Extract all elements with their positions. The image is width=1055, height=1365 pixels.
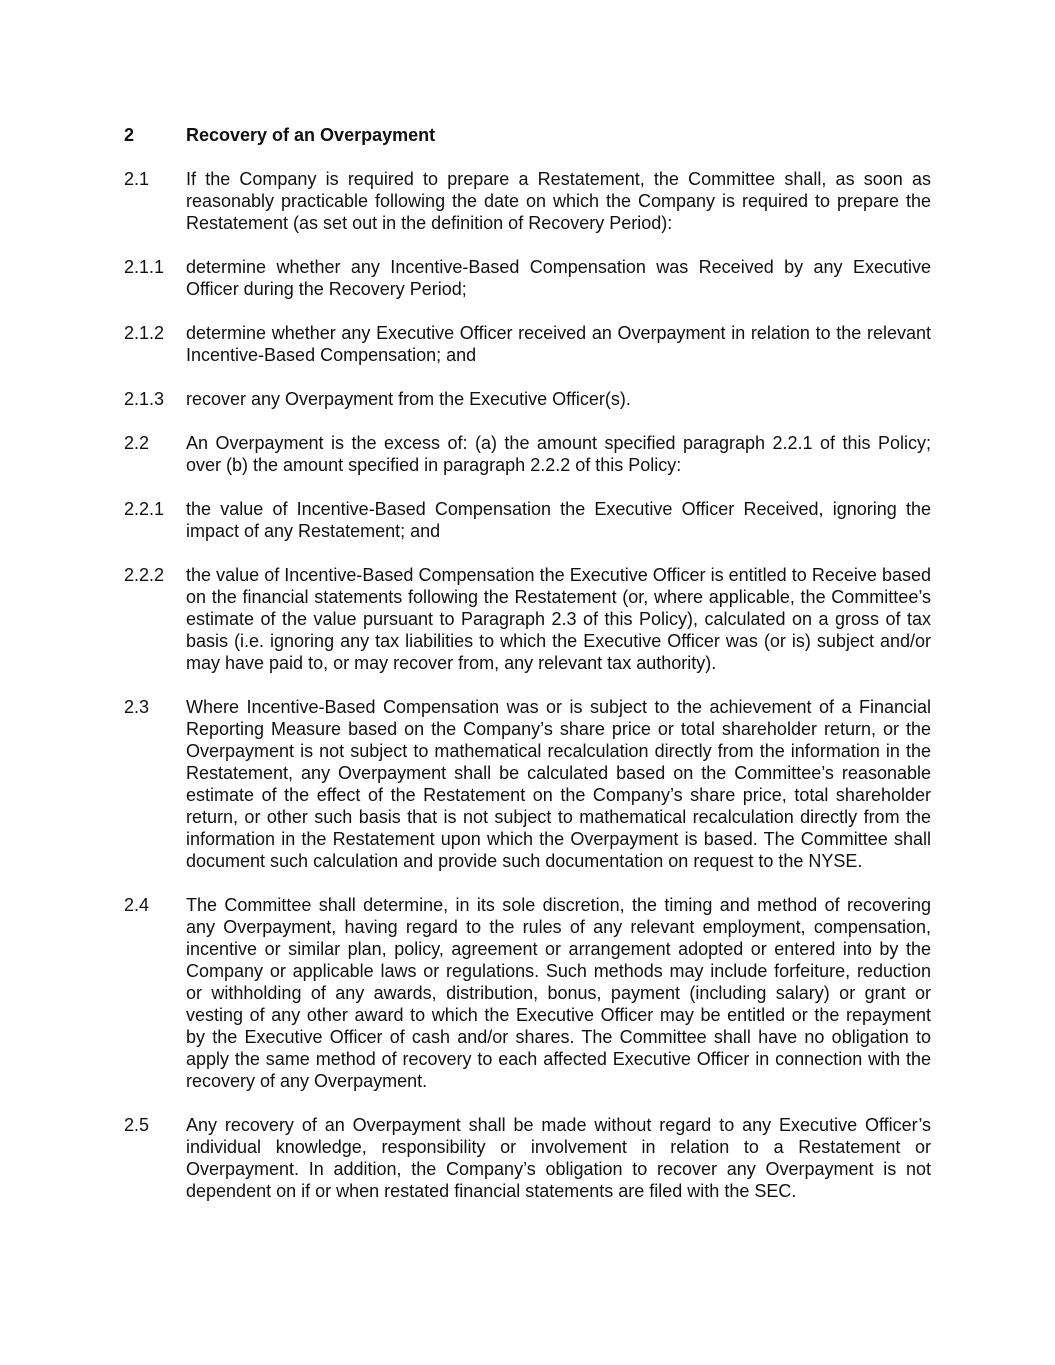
paragraph-number: 2.3 xyxy=(124,697,150,717)
paragraph-2-1-2 xyxy=(124,322,931,366)
paragraph-number: 2.1 xyxy=(124,169,150,189)
paragraph-number: 2.2.2 xyxy=(124,565,165,585)
paragraph-2-3 xyxy=(124,696,931,872)
paragraph-2-1 xyxy=(124,168,931,234)
paragraph-2-2-1 xyxy=(124,498,931,542)
paragraph-number: 2.1.2 xyxy=(124,323,165,343)
paragraph-text: recover any Overpayment from the Executive Officer(s). xyxy=(186,389,631,409)
paragraph-number: 2.4 xyxy=(124,895,150,915)
paragraph-text: An Overpayment is the excess of: (a) the amount specified paragraph 2.2.1 of this Policy; over (b) the amount specified in paragraph 2.2.2 of this Policy: xyxy=(186,433,931,475)
paragraph-number: 2.2 xyxy=(124,433,150,453)
paragraph-2-2 xyxy=(124,432,931,476)
section-heading xyxy=(124,124,931,146)
paragraph-2-1-3 xyxy=(124,388,931,410)
paragraph-text: determine whether any Incentive-Based Compensation was Received by any Executive Officer during the Recovery Period; xyxy=(186,257,931,299)
paragraph-text: The Committee shall determine, in its sole discretion, the timing and method of recovering any Overpayment, having regard to the rules of any relevant employment, compensation, incentive or similar plan, policy, agreement or arrangement adopted or entered into by the Company or applicable laws or regulations. Such methods may include forfeiture, reduction or withholding of any awards, distribution, bonus, payment (including salary) or grant or vesting of any other award to which the Executive Officer may be entitled or the repayment by the Executive Officer of cash and/or shares. The Committee shall have no obligation to apply the same method of recovery to each affected Executive Officer in connection with the recovery of any Overpayment. xyxy=(186,895,931,1091)
paragraph-number: 2.2.1 xyxy=(124,499,165,519)
paragraph-text: determine whether any Executive Officer received an Overpayment in relation to the relevant Incentive-Based Compensation; and xyxy=(186,323,931,365)
paragraph-text: Any recovery of an Overpayment shall be made without regard to any Executive Officer’s individual knowledge, responsibility or involvement in relation to a Restatement or Overpayment. In addition, the Company’s obligation to recover any Overpayment is not dependent on if or when restated financial statements are filed with the SEC. xyxy=(186,1115,931,1201)
paragraph-text: the value of Incentive-Based Compensation the Executive Officer is entitled to Receive based on the financial statements following the Restatement (or, where applicable, the Committee’s estimate of the value pursuant to Paragraph 2.3 of this Policy), calculated on a gross of tax basis (i.e. ignoring any tax liabilities to which the Executive Officer was (or is) subject and/or may have paid to, or may recover from, any relevant tax authority). xyxy=(186,565,931,673)
paragraph-2-5 xyxy=(124,1114,931,1202)
paragraph-2-2-2 xyxy=(124,564,931,674)
paragraph-text: Where Incentive-Based Compensation was or is subject to the achievement of a Financial Reporting Measure based on the Company’s share price or total shareholder return, or the Overpayment is not subject to mathematical recalculation directly from the information in the Restatement, any Overpayment shall be calculated based on the Committee’s reasonable estimate of the effect of the Restatement on the Company’s share price, total shareholder return, or other such basis that is not subject to mathematical recalculation directly from the information in the Restatement upon which the Overpayment is based. The Committee shall document such calculation and provide such documentation on request to the NYSE. xyxy=(186,697,931,871)
paragraph-2-1-1 xyxy=(124,256,931,300)
paragraph-text: If the Company is required to prepare a Restatement, the Committee shall, as soon as reasonably practicable following the date on which the Company is required to prepare the Restatement (as set out in the definition of Recovery Period): xyxy=(186,169,931,233)
paragraph-number: 2.1.3 xyxy=(124,389,165,409)
paragraph-number: 2.5 xyxy=(124,1115,150,1135)
paragraph-number: 2.1.1 xyxy=(124,257,165,277)
paragraph-text: the value of Incentive-Based Compensation the Executive Officer Received, ignoring the impact of any Restatement; and xyxy=(186,499,931,541)
section-title: Recovery of an Overpayment xyxy=(186,125,436,145)
paragraph-2-4 xyxy=(124,894,931,1092)
section-number: 2 xyxy=(124,125,135,145)
document-page xyxy=(124,124,931,1224)
